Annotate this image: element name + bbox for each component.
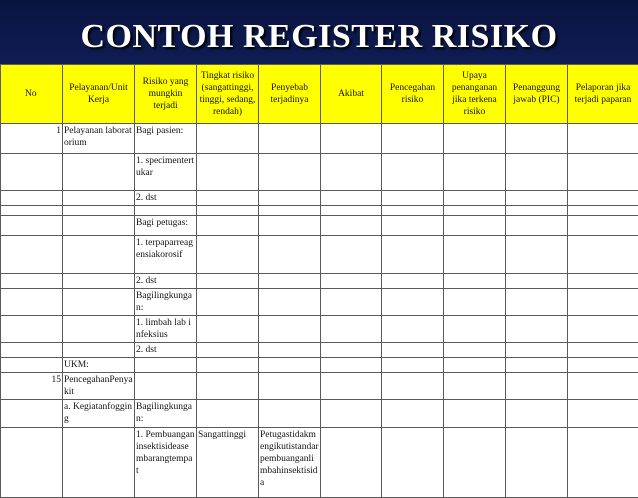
header-risk: Risiko yang mungkin terjadi xyxy=(135,65,197,124)
cell-risk: 1. specimentertukar xyxy=(135,154,197,191)
table-row xyxy=(1,206,638,216)
cell-risk: Bagi petugas: xyxy=(135,216,197,236)
cell-unit: PencegahanPenyakit xyxy=(63,373,135,400)
table-row xyxy=(1,274,638,289)
header-no: No xyxy=(1,65,63,124)
table-row xyxy=(1,358,638,373)
table-row xyxy=(1,216,638,236)
header-unit: Pelayanan/Unit Kerja xyxy=(63,65,135,124)
table-row xyxy=(1,400,638,428)
table-row xyxy=(1,191,638,206)
header-row xyxy=(1,65,638,124)
cell-no: 1 xyxy=(1,124,63,154)
header-level: Tingkat risiko (sangattinggi, tinggi, sedang, rendah) xyxy=(197,65,259,124)
table-row xyxy=(1,316,638,343)
cell-risk: 1. Pembuanganinsektisideasembarangtempat xyxy=(135,428,197,498)
header-cause: Penyebab terjadinya xyxy=(259,65,321,124)
cell-risk: 2. dst xyxy=(135,343,197,358)
cell-risk: Bagilingkungan: xyxy=(135,289,197,316)
cell-unit: Pelayanan laboratorium xyxy=(63,124,135,154)
table-row xyxy=(1,236,638,274)
cell-risk: Bagilingkungan: xyxy=(135,400,197,428)
table-row xyxy=(1,124,638,154)
header-pic: Penanggung jawab (PIC) xyxy=(506,65,568,124)
cell-risk: 1. limbah lab infeksius xyxy=(135,316,197,343)
cell-risk: 2. dst xyxy=(135,191,197,206)
header-handling: Upaya penanganan jika terkena risiko xyxy=(444,65,506,124)
cell-unit: UKM: xyxy=(63,358,135,373)
cell-cause: Petugastidakmengikutistandarpembuanganlimbahinsektisida xyxy=(259,428,321,498)
table-row xyxy=(1,428,638,498)
table-row xyxy=(1,373,638,400)
header-prevention: Pencegahan risiko xyxy=(382,65,444,124)
cell-risk: 2. dst xyxy=(135,274,197,289)
slide-title: CONTOH REGISTER RISIKO xyxy=(0,18,638,56)
header-effect: Akibat xyxy=(321,65,382,124)
cell-risk: 1. terpaparreagensiakorosif xyxy=(135,236,197,274)
cell-no: 15 xyxy=(1,373,63,400)
table-row xyxy=(1,343,638,358)
cell-unit: a. Kegiatanfogging xyxy=(63,400,135,428)
table-row xyxy=(1,289,638,316)
cell-risk: Bagi pasien: xyxy=(135,124,197,154)
table-row xyxy=(1,154,638,191)
risk-register-table xyxy=(0,64,638,498)
header-reporting: Pelaporan jika terjadi paparan xyxy=(568,65,638,124)
cell-level: Sangattinggi xyxy=(197,428,259,498)
